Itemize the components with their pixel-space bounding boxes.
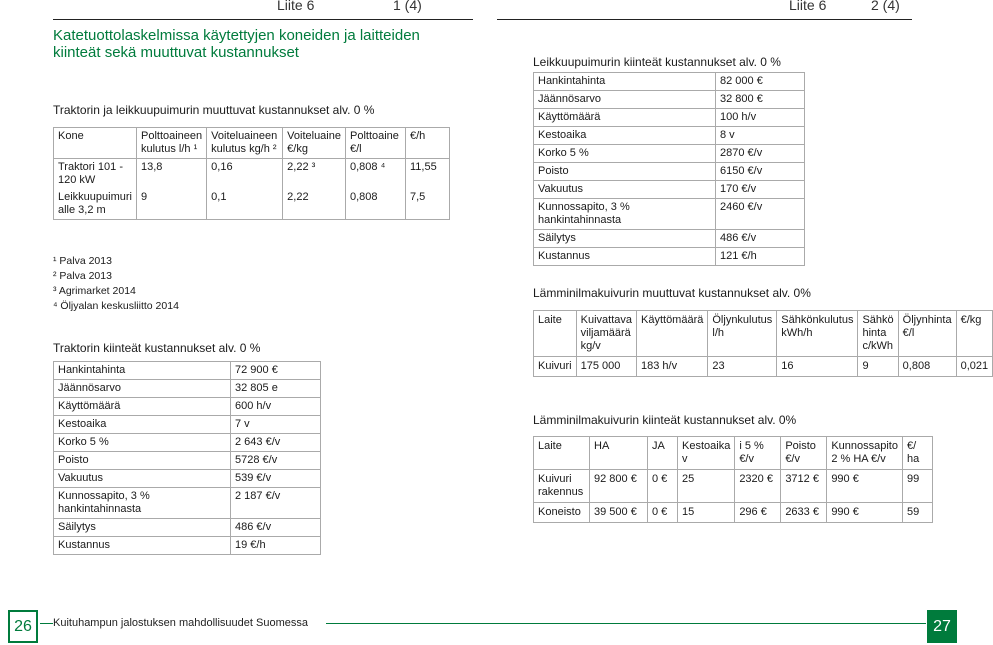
cell: 92 800 € — [590, 470, 648, 503]
table-row — [534, 230, 805, 248]
header-cell: JA — [648, 437, 678, 470]
variable-costs-table — [53, 127, 450, 220]
header-cell: Käyttömäärä — [637, 311, 708, 357]
table-row — [54, 362, 321, 380]
table-row — [534, 503, 933, 523]
cell: 25 — [678, 470, 735, 503]
cell: 0,021 — [956, 357, 993, 377]
label-cell: Korko 5 % — [54, 434, 231, 452]
table-row — [54, 380, 321, 398]
cell: 183 h/v — [637, 357, 708, 377]
value-cell: 486 €/v — [716, 230, 805, 248]
value-cell: 100 h/v — [716, 109, 805, 127]
combine-fixed-heading: Leikkuupuimurin kiinteät kustannukset alv. 0 % — [533, 55, 781, 69]
page-footer — [0, 602, 960, 645]
cell: 9 — [858, 357, 898, 377]
table-row — [534, 127, 805, 145]
header-cell: HA — [590, 437, 648, 470]
value-cell: 2870 €/v — [716, 145, 805, 163]
cell: 0 € — [648, 503, 678, 523]
label-cell: Hankintahinta — [534, 73, 716, 91]
value-cell: 539 €/v — [231, 470, 321, 488]
table-row — [534, 181, 805, 199]
value-cell: 6150 €/v — [716, 163, 805, 181]
table-row — [54, 416, 321, 434]
cell: 15 — [678, 503, 735, 523]
value-cell: 7 v — [231, 416, 321, 434]
header-cell: €/ ha — [902, 437, 932, 470]
value-cell: 32 800 € — [716, 91, 805, 109]
table-row — [534, 163, 805, 181]
header-right-label: Liite 6 — [789, 0, 827, 13]
page-title: Katetuottolaskelmissa käytettyjen koneiden ja laitteiden kiinteät sekä muuttuvat kustannukset — [53, 27, 420, 61]
cell: Kuivuri rakennus — [534, 470, 590, 503]
footer-title: Kuituhampun jalostuksen mahdollisuudet Suomessa — [53, 617, 308, 629]
dryer-variable-table — [533, 310, 993, 377]
table-row — [534, 109, 805, 127]
header-cell: Voiteluaineen kulutus kg/h ² — [207, 128, 283, 159]
label-cell: Poisto — [534, 163, 716, 181]
cell: 2633 € — [781, 503, 827, 523]
page-number-left: 26 — [8, 610, 38, 643]
header-cell: Kone — [54, 128, 137, 159]
table-row — [534, 357, 993, 377]
cell: Koneisto — [534, 503, 590, 523]
header-cell: Polttoaine €/l — [345, 128, 405, 159]
table-row — [54, 452, 321, 470]
header-cell: Kestoaika v — [678, 437, 735, 470]
table-row — [54, 470, 321, 488]
value-cell: 2 187 €/v — [231, 488, 321, 519]
table-row — [534, 73, 805, 91]
combine-fixed-table — [533, 72, 805, 266]
label-cell: Jäännösarvo — [534, 91, 716, 109]
footer-rule-left — [40, 623, 53, 624]
table-row — [54, 398, 321, 416]
table-header-row — [54, 128, 450, 159]
table-header-row — [534, 437, 933, 470]
header-cell: Öljynkulutus l/h — [708, 311, 777, 357]
cell: 0 € — [648, 470, 678, 503]
header-left-page: 1 (4) — [393, 0, 422, 13]
cell: 0,808 — [898, 357, 956, 377]
dryer-fixed-table — [533, 436, 933, 523]
label-cell: Säilytys — [54, 519, 231, 537]
header-right-page: 2 (4) — [871, 0, 900, 13]
cell: 2,22 ³ — [283, 159, 346, 190]
header-cell: Laite — [534, 311, 577, 357]
label-cell: Hankintahinta — [54, 362, 231, 380]
cell: 990 € — [827, 470, 903, 503]
table-row — [534, 248, 805, 266]
cell: 23 — [708, 357, 777, 377]
cell: 7,5 — [405, 189, 449, 220]
dryer-fixed-heading: Lämminilmakuivurin kiinteät kustannukset alv. 0% — [533, 413, 797, 427]
label-cell: Säilytys — [534, 230, 716, 248]
table-row — [54, 159, 450, 190]
table-row — [534, 199, 805, 230]
footnotes — [53, 254, 179, 314]
cell: 99 — [902, 470, 932, 503]
label-cell: Jäännösarvo — [54, 380, 231, 398]
cell: 2,22 — [283, 189, 346, 220]
tractor-fixed-table — [53, 361, 321, 555]
cell: 16 — [777, 357, 858, 377]
table-row — [54, 189, 450, 220]
label-cell: Korko 5 % — [534, 145, 716, 163]
cell: 2320 € — [735, 470, 781, 503]
cell: Kuivuri — [534, 357, 577, 377]
cell: 9 — [136, 189, 206, 220]
footnote: ¹ Palva 2013 — [53, 255, 112, 267]
label-cell: Käyttömäärä — [534, 109, 716, 127]
table-row — [54, 488, 321, 519]
header-cell: Kunnossapito 2 % HA €/v — [827, 437, 903, 470]
table-header-row — [534, 311, 993, 357]
header-cell: Voiteluaine €/kg — [283, 128, 346, 159]
value-cell: 8 v — [716, 127, 805, 145]
label-cell: Kunnossapito, 3 % hankintahinnasta — [534, 199, 716, 230]
value-cell: 19 €/h — [231, 537, 321, 555]
cell: 175 000 — [576, 357, 636, 377]
table-row — [54, 434, 321, 452]
value-cell: 72 900 € — [231, 362, 321, 380]
cell: 296 € — [735, 503, 781, 523]
value-cell: 32 805 e — [231, 380, 321, 398]
value-cell: 82 000 € — [716, 73, 805, 91]
value-cell: 121 €/h — [716, 248, 805, 266]
header-left-label: Liite 6 — [277, 0, 315, 13]
label-cell: Kestoaika — [54, 416, 231, 434]
label-cell: Kustannus — [534, 248, 716, 266]
cell: 11,55 — [405, 159, 449, 190]
value-cell: 486 €/v — [231, 519, 321, 537]
value-cell: 2460 €/v — [716, 199, 805, 230]
cell: 39 500 € — [590, 503, 648, 523]
dryer-variable-heading: Lämminilmakuivurin muuttuvat kustannukset alv. 0% — [533, 286, 811, 300]
value-cell: 600 h/v — [231, 398, 321, 416]
header-cell: Öljynhinta €/l — [898, 311, 956, 357]
header-cell: Sähkö hinta c/kWh — [858, 311, 898, 357]
footer-rule-right — [326, 623, 926, 624]
cell: 59 — [902, 503, 932, 523]
variable-costs-heading: Traktorin ja leikkuupuimurin muuttuvat kustannukset alv. 0 % — [53, 103, 375, 117]
cell: 0,16 — [207, 159, 283, 190]
table-row — [534, 145, 805, 163]
table-row — [54, 519, 321, 537]
header-cell: Poisto €/v — [781, 437, 827, 470]
header-rule-left — [53, 19, 473, 20]
label-cell: Poisto — [54, 452, 231, 470]
header-cell: i 5 % €/v — [735, 437, 781, 470]
label-cell: Vakuutus — [534, 181, 716, 199]
header-rule-right — [497, 19, 912, 20]
value-cell: 5728 €/v — [231, 452, 321, 470]
tractor-fixed-heading: Traktorin kiinteät kustannukset alv. 0 % — [53, 341, 261, 355]
label-cell: Vakuutus — [54, 470, 231, 488]
header-cell: Laite — [534, 437, 590, 470]
cell: Leikkuupuimuri alle 3,2 m — [54, 189, 137, 220]
cell: Traktori 101 - 120 kW — [54, 159, 137, 190]
footnote: ³ Agrimarket 2014 — [53, 285, 136, 297]
header-cell: Sähkönkulutus kWh/h — [777, 311, 858, 357]
cell: 3712 € — [781, 470, 827, 503]
table-row — [534, 91, 805, 109]
table-row — [534, 470, 933, 503]
label-cell: Käyttömäärä — [54, 398, 231, 416]
cell: 0,1 — [207, 189, 283, 220]
cell: 0,808 ⁴ — [345, 159, 405, 190]
header-cell: €/kg — [956, 311, 993, 357]
header-cell: €/h — [405, 128, 449, 159]
cell: 990 € — [827, 503, 903, 523]
label-cell: Kestoaika — [534, 127, 716, 145]
footnote: ⁴ Öljyalan keskusliitto 2014 — [53, 300, 179, 312]
cell: 13,8 — [136, 159, 206, 190]
label-cell: Kustannus — [54, 537, 231, 555]
cell: 0,808 — [345, 189, 405, 220]
footnote: ² Palva 2013 — [53, 270, 112, 282]
page-number-right: 27 — [927, 610, 957, 643]
header-cell: Kuivattava viljamäärä kg/v — [576, 311, 636, 357]
header-cell: Polttoaineen kulutus l/h ¹ — [136, 128, 206, 159]
value-cell: 170 €/v — [716, 181, 805, 199]
label-cell: Kunnossapito, 3 % hankintahinnasta — [54, 488, 231, 519]
table-row — [54, 537, 321, 555]
value-cell: 2 643 €/v — [231, 434, 321, 452]
